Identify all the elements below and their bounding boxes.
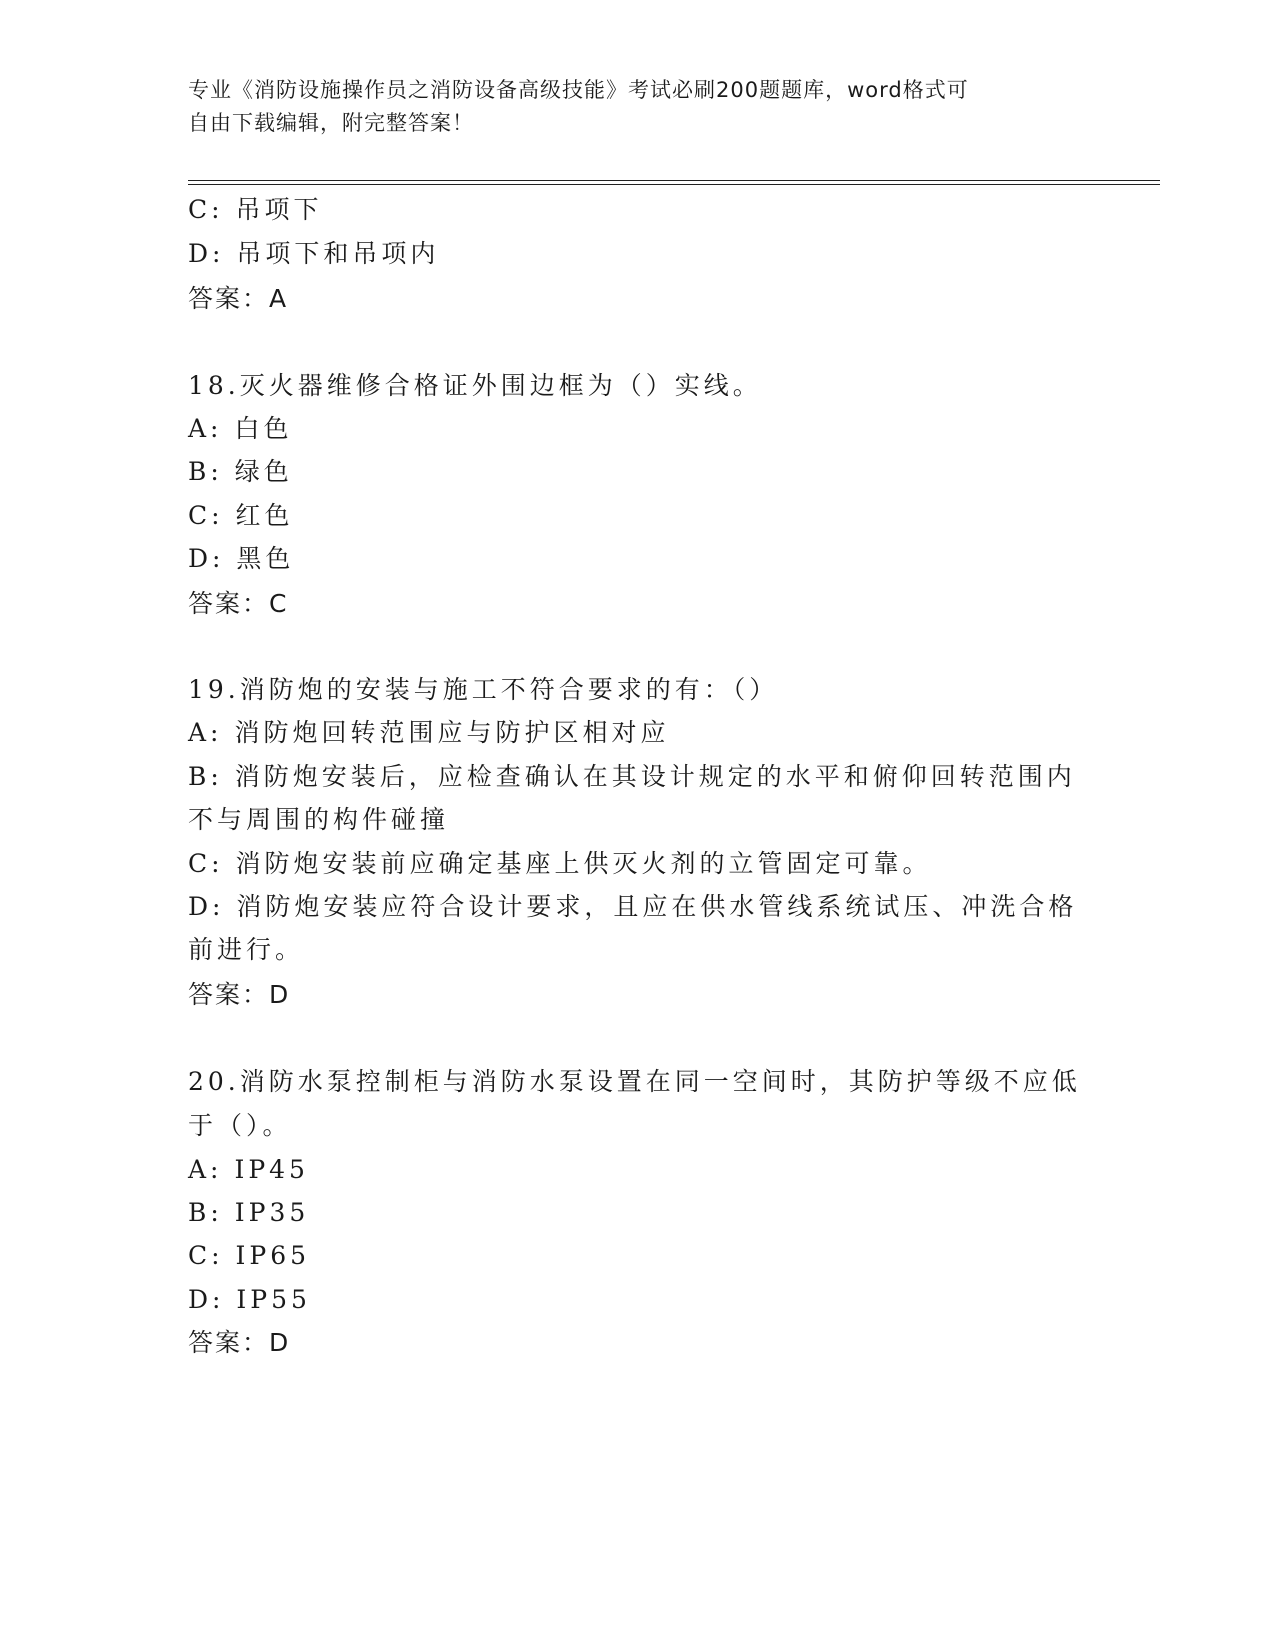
document-header: 专业《消防设施操作员之消防设备高级技能》考试必刷200题题库，word格式可 自由下载编辑，附完整答案！: [188, 78, 969, 135]
option-b-continued: 不与周围的构件碰撞: [188, 805, 450, 834]
option-a: A: 消防炮回转范围应与防护区相对应: [188, 718, 670, 747]
option-a: A: 白色: [188, 414, 293, 443]
question-18: 18.灭火器维修合格证外围边框为（）实线。: [188, 371, 762, 400]
question-20-continued: 于（）。: [188, 1111, 292, 1140]
option-c: C: 吊项下: [188, 195, 323, 224]
header-rule-top: [188, 180, 1160, 181]
answer-line: 答案：C: [188, 589, 289, 618]
answer-line: 答案：A: [188, 284, 289, 313]
option-d-continued: 前进行。: [188, 935, 305, 964]
option-c: C: IP65: [188, 1241, 311, 1270]
option-c: C: 消防炮安装前应确定基座上供灭火剂的立管固定可靠。: [188, 849, 932, 878]
option-b: B: 绿色: [188, 457, 293, 486]
option-d: D: IP55: [188, 1285, 311, 1314]
answer-line: 答案：D: [188, 1328, 291, 1357]
option-b: B: IP35: [188, 1198, 310, 1227]
header-rule-bottom: [188, 184, 1160, 185]
option-b: B: 消防炮安装后，应检查确认在其设计规定的水平和俯仰回转范围内: [188, 762, 1076, 791]
option-d: D: 消防炮安装应符合设计要求，且应在供水管线系统试压、冲洗合格: [188, 892, 1078, 921]
option-c: C: 红色: [188, 501, 294, 530]
question-19: 19.消防炮的安装与施工不符合要求的有：（）: [188, 675, 779, 704]
option-d: D: 吊项下和吊项内: [188, 239, 440, 268]
question-20: 20.消防水泵控制柜与消防水泵设置在同一空间时，其防护等级不应低: [188, 1067, 1081, 1096]
answer-line: 答案：D: [188, 980, 291, 1009]
option-a: A: IP45: [188, 1155, 309, 1184]
option-d: D: 黑色: [188, 544, 295, 573]
